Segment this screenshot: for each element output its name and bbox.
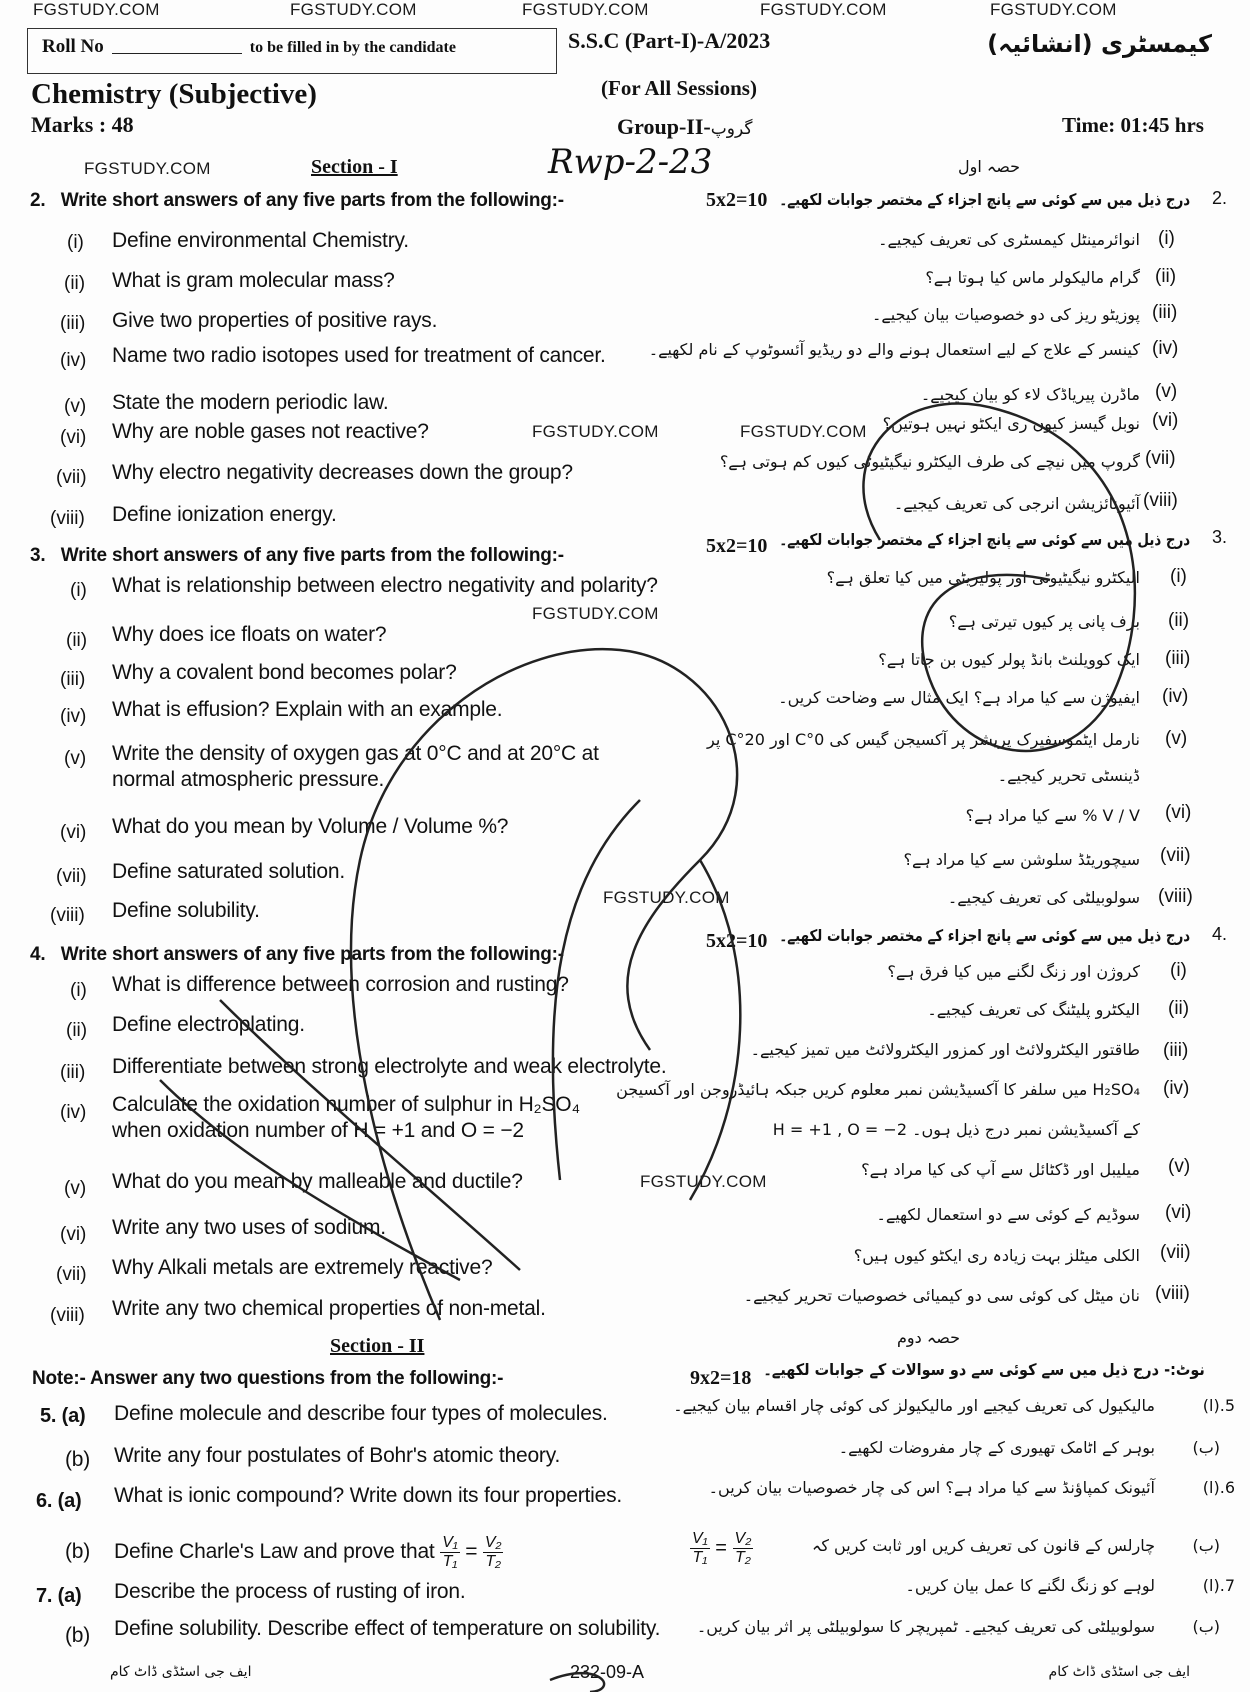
part-urdu: کینسر کے علاج کے لیے استعمال ہونے والے دو ریڈیو آئسوٹوپ کے نام لکھیے۔ bbox=[648, 340, 1140, 359]
part-number: (i) bbox=[70, 980, 87, 1001]
part-number-urdu: (ب) bbox=[1192, 1438, 1220, 1457]
part-text-line-2: normal atmospheric pressure. bbox=[112, 768, 385, 791]
part-text-line-2: when oxidation number of H = +1 and O = −2 bbox=[112, 1119, 524, 1142]
part-number-urdu: (vii) bbox=[1145, 448, 1176, 469]
part-text: Define ionization energy. bbox=[112, 503, 337, 526]
fraction-v2-t2: $\frac{\text{V₂}}{\text{T₂}}$ bbox=[484, 1534, 502, 1570]
part-number-urdu: (iii) bbox=[1152, 302, 1178, 323]
part-text: Name two radio isotopes used for treatment of cancer. bbox=[112, 344, 606, 367]
charles-formula-urdu: $\frac{\text{V₁}}{\text{T₁}}$ = $\frac{\text{V₂}}{\text{T₂}}$ bbox=[692, 1530, 752, 1566]
part-text: What do you mean by Volume / Volume %? bbox=[112, 815, 509, 838]
sessions-label: (For All Sessions) bbox=[601, 76, 757, 100]
part-number-urdu: (v) bbox=[1165, 728, 1188, 749]
part-urdu: الیکٹرو پلیٹنگ کی تعریف کیجیے۔ bbox=[927, 1000, 1140, 1019]
part-number: 7. (a) bbox=[36, 1585, 82, 1607]
part-number: (viii) bbox=[50, 508, 85, 529]
part-number-urdu: 7.(ا) bbox=[1202, 1576, 1235, 1595]
part-number: (iii) bbox=[60, 669, 86, 690]
section-2-note-urdu: نوٹ:- درج ذیل میں سے کوئی سے دو سوالات کے جوابات لکھیے۔ bbox=[763, 1360, 1205, 1379]
part-urdu: مالیکیول کی تعریف کیجیے اور مالیکیولز کی کوئی چار اقسام بیان کیجیے۔ bbox=[673, 1396, 1155, 1415]
roll-no-field[interactable] bbox=[42, 36, 456, 58]
ink-stroke bbox=[553, 800, 741, 1200]
part-text-charles: Define Charle's Law and prove that $\frac{\text{V₁}}{\text{T₁}}$ = $\frac{\text{V₂}}{\text{T₂}}$ bbox=[114, 1534, 502, 1570]
part-number-urdu: (v) bbox=[1155, 381, 1178, 402]
part-number: (i) bbox=[70, 580, 87, 601]
part-urdu: چارلس کے قانون کی تعریف کریں اور ثابت کریں کہ bbox=[811, 1536, 1155, 1555]
part-urdu: نان میٹل کی کوئی سی دو کیمیائی خصوصیات تحریر کیجیے۔ bbox=[743, 1286, 1140, 1305]
part-number-urdu: (ب) bbox=[1192, 1536, 1220, 1555]
part-urdu: ایک کوویلنٹ بانڈ پولر کیوں بن جاتا ہے؟ bbox=[878, 650, 1140, 669]
group-label: Group-II-گروپ bbox=[617, 114, 753, 139]
part-number: (viii) bbox=[50, 1305, 85, 1326]
part-number: (vii) bbox=[56, 866, 87, 887]
part-urdu: سولوبیلٹی کی تعریف کیجیے۔ bbox=[947, 888, 1140, 907]
roll-no-blank[interactable] bbox=[112, 53, 242, 54]
part-number: (iv) bbox=[60, 350, 87, 371]
paper-code: 232-09-A bbox=[570, 1662, 645, 1682]
part-urdu: کروژن اور زنگ لگنے میں کیا فرق ہے؟ bbox=[887, 962, 1140, 981]
part-text: Define solubility. Describe effect of temperature on solubility. bbox=[114, 1617, 661, 1640]
part-urdu: سیچوریٹڈ سلوشن سے کیا مراد ہے؟ bbox=[903, 850, 1140, 869]
part-number-urdu: (iii) bbox=[1165, 648, 1191, 669]
part-text: Define solubility. bbox=[112, 899, 260, 922]
part-number-urdu: 6.(ا) bbox=[1202, 1478, 1235, 1497]
part-number: (vi) bbox=[60, 822, 87, 843]
part-urdu-line-2: کے آکسیڈیشن نمبر درج ذیل ہوں۔ H = +1 , O = −2 bbox=[772, 1120, 1140, 1139]
part-text: State the modern periodic law. bbox=[112, 391, 389, 414]
section-2-label: Section - II bbox=[330, 1335, 425, 1357]
part-urdu: پوزیٹو ریز کی دو خصوصیات بیان کیجیے۔ bbox=[872, 305, 1140, 324]
part-text: Define environmental Chemistry. bbox=[112, 229, 409, 252]
part-urdu: H₂SO₄ میں سلفر کا آکسیڈیشن نمبر معلوم کریں جبکہ ہائیڈروجن اور آکسیجن bbox=[616, 1080, 1140, 1099]
part-text: Write any four postulates of Bohr's atomic theory. bbox=[114, 1444, 561, 1467]
part-number: (vi) bbox=[60, 1224, 87, 1245]
part-number-urdu: (ii) bbox=[1155, 266, 1177, 287]
part-urdu: میلیبل اور ڈکٹائل سے آپ کی کیا مراد ہے؟ bbox=[861, 1160, 1140, 1179]
part-number-urdu: (iv) bbox=[1152, 338, 1179, 359]
part-number-urdu: (vi) bbox=[1152, 410, 1179, 431]
question-3-instruction: 3. Write short answers of any five parts from the following:- bbox=[30, 545, 564, 566]
page-title: Chemistry (Subjective) bbox=[31, 78, 317, 110]
footer-watermark: ایف جی اسٹڈی ڈاٹ کام bbox=[110, 1664, 252, 1680]
part-number-urdu: (iv) bbox=[1162, 686, 1189, 707]
roll-no-label: Roll No bbox=[42, 36, 104, 57]
part-urdu: ماڈرن پیریاڈک لاء کو بیان کیجیے۔ bbox=[920, 385, 1140, 404]
part-number-urdu: (i) bbox=[1158, 228, 1175, 249]
part-urdu: سوڈیم کے کوئی سے دو استعمال لکھیے۔ bbox=[876, 1205, 1140, 1224]
part-urdu: گروپ میں نیچے کی طرف الیکٹرو نیگیٹیوٹی کیوں کم ہوتی ہے؟ bbox=[719, 452, 1140, 471]
part-number-urdu: (vii) bbox=[1160, 845, 1191, 866]
part-number: (vii) bbox=[56, 467, 87, 488]
part-urdu: نوبل گیسز کیوں ری ایکٹو نہیں ہوتیں؟ bbox=[882, 414, 1140, 433]
part-urdu: بوہر کے اٹامک تھیوری کے چار مفروضات لکھیے۔ bbox=[838, 1438, 1155, 1457]
part-number: (b) bbox=[65, 1540, 91, 1563]
part-text: Describe the process of rusting of iron. bbox=[114, 1580, 466, 1603]
part-text: Calculate the oxidation number of sulphur in H₂SO₄ bbox=[112, 1093, 580, 1116]
part-number: (ii) bbox=[64, 273, 86, 294]
part-text: Why are noble gases not reactive? bbox=[112, 420, 429, 443]
part-text: Define molecule and describe four types of molecules. bbox=[114, 1402, 608, 1425]
part-number-urdu: 5.(ا) bbox=[1202, 1396, 1235, 1415]
part-number-urdu: (viii) bbox=[1158, 886, 1193, 907]
part-text: Why electro negativity decreases down the group? bbox=[112, 461, 573, 484]
part-urdu: آئیونائزیشن انرجی کی تعریف کیجیے۔ bbox=[893, 494, 1140, 513]
part-urdu: نارمل ایٹموسفیرک پریشر پر آکسیجن گیس کی 0°C اور 20°C پر bbox=[707, 730, 1140, 749]
part-number: (v) bbox=[64, 748, 87, 769]
watermark: FGSTUDY.COM bbox=[532, 604, 659, 623]
question-2-urdu-number: 2. bbox=[1212, 188, 1228, 208]
part-text: What is effusion? Explain with an example. bbox=[112, 698, 503, 721]
part-number: 5. (a) bbox=[40, 1405, 86, 1427]
part-urdu: الکلی میٹلز بہت زیادہ ری ایکٹو کیوں ہیں؟ bbox=[853, 1246, 1140, 1265]
exam-title: S.S.C (Part-I)-A/2023 bbox=[568, 28, 771, 53]
question-3-marks: 5x2=10 bbox=[706, 535, 768, 557]
part-number-urdu: (ب) bbox=[1192, 1617, 1220, 1636]
part-text: Why a covalent bond becomes polar? bbox=[112, 661, 457, 684]
part-text: What is relationship between electro negativity and polarity? bbox=[112, 574, 658, 597]
watermark: FGSTUDY.COM bbox=[532, 422, 659, 441]
part-urdu: گرام مالیکولر ماس کیا ہوتا ہے؟ bbox=[925, 268, 1140, 287]
part-number: (iii) bbox=[60, 313, 86, 334]
part-number: (vi) bbox=[60, 427, 87, 448]
part-urdu: ایفیوژن سے کیا مراد ہے؟ ایک مثال سے وضاحت کریں۔ bbox=[778, 688, 1140, 707]
question-2-marks: 5x2=10 bbox=[706, 189, 768, 211]
part-number-urdu: (iii) bbox=[1163, 1040, 1189, 1061]
section-1-label: Section - I bbox=[311, 156, 398, 178]
section-1-urdu: حصہ اول bbox=[957, 157, 1020, 176]
watermark: FGSTUDY.COM bbox=[740, 422, 867, 441]
part-text: Write any two uses of sodium. bbox=[112, 1216, 386, 1239]
part-number: 6. (a) bbox=[36, 1490, 82, 1512]
part-text: Write the density of oxygen gas at 0°C and at 20°C at bbox=[112, 742, 599, 765]
part-number: (iii) bbox=[60, 1062, 86, 1083]
part-number-urdu: (viii) bbox=[1143, 490, 1178, 511]
part-text: Give two properties of positive rays. bbox=[112, 309, 438, 332]
part-number-urdu: (i) bbox=[1170, 566, 1187, 587]
question-2-instruction: 2. Write short answers of any five parts from the following:- bbox=[30, 190, 564, 211]
part-number-urdu: (vi) bbox=[1165, 1202, 1192, 1223]
part-text: Why does ice floats on water? bbox=[112, 623, 387, 646]
marks-label: Marks : 48 bbox=[31, 112, 134, 137]
part-text: Write any two chemical properties of non-metal. bbox=[112, 1297, 546, 1320]
question-3-urdu-number: 3. bbox=[1212, 527, 1228, 547]
part-text: Why Alkali metals are extremely reactive? bbox=[112, 1256, 493, 1279]
part-urdu: الیکٹرو نیگیٹیوٹی اور پولیریٹی میں کیا تعلق ہے؟ bbox=[826, 568, 1140, 587]
part-text: Define electroplating. bbox=[112, 1013, 305, 1036]
part-number-urdu: (viii) bbox=[1155, 1283, 1190, 1304]
part-text: Differentiate between strong electrolyte and weak electrolyte. bbox=[112, 1055, 667, 1078]
watermark: FGSTUDY.COM bbox=[522, 0, 649, 19]
part-text: What do you mean by malleable and ductile? bbox=[112, 1170, 523, 1193]
watermark: FGSTUDY.COM bbox=[33, 0, 160, 19]
watermark: FGSTUDY.COM bbox=[290, 0, 417, 19]
part-urdu: طاقتور الیکٹرولائٹ اور کمزور الیکٹرولائٹ میں تمیز کیجیے۔ bbox=[750, 1040, 1140, 1059]
question-4-urdu: درج ذیل میں سے کوئی سے پانچ اجزاء کے مختصر جوابات لکھیے۔ bbox=[779, 926, 1190, 945]
part-text: What is difference between corrosion and rusting? bbox=[112, 973, 569, 996]
part-urdu: سولوبیلٹی کی تعریف کیجیے۔ ٹمپریچر کا سولوبیلٹی پر اثر بیان کریں۔ bbox=[696, 1617, 1155, 1636]
question-4-instruction: 4. Write short answers of any five parts from the following:- bbox=[30, 944, 564, 965]
footer-watermark: ایف جی اسٹڈی ڈاٹ کام bbox=[1048, 1664, 1190, 1680]
part-urdu: برف پانی پر کیوں تیرتی ہے؟ bbox=[948, 612, 1140, 631]
section-2-urdu: حصہ دوم bbox=[897, 1328, 960, 1347]
question-2-urdu: درج ذیل میں سے کوئی سے پانچ اجزاء کے مختصر جوابات لکھیے۔ bbox=[779, 190, 1190, 209]
part-text: What is gram molecular mass? bbox=[112, 269, 395, 292]
part-number: (v) bbox=[64, 396, 87, 417]
part-number: (iv) bbox=[60, 1102, 87, 1123]
watermark: FGSTUDY.COM bbox=[84, 159, 211, 178]
watermark: FGSTUDY.COM bbox=[990, 0, 1117, 19]
part-number-urdu: (ii) bbox=[1168, 998, 1190, 1019]
part-number-urdu: (vii) bbox=[1160, 1242, 1191, 1263]
part-number: (iv) bbox=[60, 706, 87, 727]
question-4-urdu-number: 4. bbox=[1212, 924, 1228, 944]
part-number: (ii) bbox=[66, 630, 88, 651]
part-number: (b) bbox=[65, 1624, 91, 1647]
section-2-note: Note:- Answer any two questions from the following:- bbox=[32, 1368, 504, 1389]
part-number: (viii) bbox=[50, 905, 85, 926]
part-number: (i) bbox=[67, 232, 84, 253]
part-number: (ii) bbox=[66, 1020, 88, 1041]
watermark: FGSTUDY.COM bbox=[640, 1172, 767, 1191]
handwritten-note: Rwp-2-23 bbox=[548, 142, 713, 182]
question-4-marks: 5x2=10 bbox=[706, 930, 768, 952]
part-number: (vii) bbox=[56, 1264, 87, 1285]
part-text: Define saturated solution. bbox=[112, 860, 345, 883]
part-number-urdu: (vi) bbox=[1165, 802, 1192, 823]
part-urdu: آئیونک کمپاؤنڈ سے کیا مراد ہے؟ اس کی چار خصوصیات بیان کریں۔ bbox=[708, 1478, 1155, 1497]
part-urdu-line-2: ڈینسٹی تحریر کیجیے۔ bbox=[997, 766, 1140, 785]
section-2-marks: 9x2=18 bbox=[690, 1367, 752, 1389]
part-urdu: انوائرمینٹل کیمسٹری کی تعریف کیجیے۔ bbox=[878, 230, 1140, 249]
watermark: FGSTUDY.COM bbox=[760, 0, 887, 19]
part-urdu: لوہے کو زنگ لگنے کا عمل بیان کریں۔ bbox=[905, 1576, 1155, 1595]
time-label: Time: 01:45 hrs bbox=[1062, 113, 1204, 137]
part-number: (b) bbox=[65, 1448, 91, 1471]
part-number-urdu: (v) bbox=[1168, 1156, 1191, 1177]
roll-no-hint: to be filled in by the candidate bbox=[249, 39, 456, 56]
part-number: (v) bbox=[64, 1178, 87, 1199]
question-3-urdu: درج ذیل میں سے کوئی سے پانچ اجزاء کے مختصر جوابات لکھیے۔ bbox=[779, 530, 1190, 549]
watermark: FGSTUDY.COM bbox=[603, 888, 730, 907]
part-urdu: V / V % سے کیا مراد ہے؟ bbox=[965, 806, 1140, 825]
fraction-v1-t1: $\frac{\text{V₁}}{\text{T₁}}$ bbox=[442, 1534, 458, 1570]
part-number-urdu: (iv) bbox=[1163, 1078, 1190, 1099]
part-number-urdu: (ii) bbox=[1168, 610, 1190, 631]
part-number-urdu: (i) bbox=[1170, 960, 1187, 981]
subject-urdu: کیمسٹری (انشائیہ) bbox=[987, 30, 1212, 58]
part-text: What is ionic compound? Write down its four properties. bbox=[114, 1484, 623, 1507]
